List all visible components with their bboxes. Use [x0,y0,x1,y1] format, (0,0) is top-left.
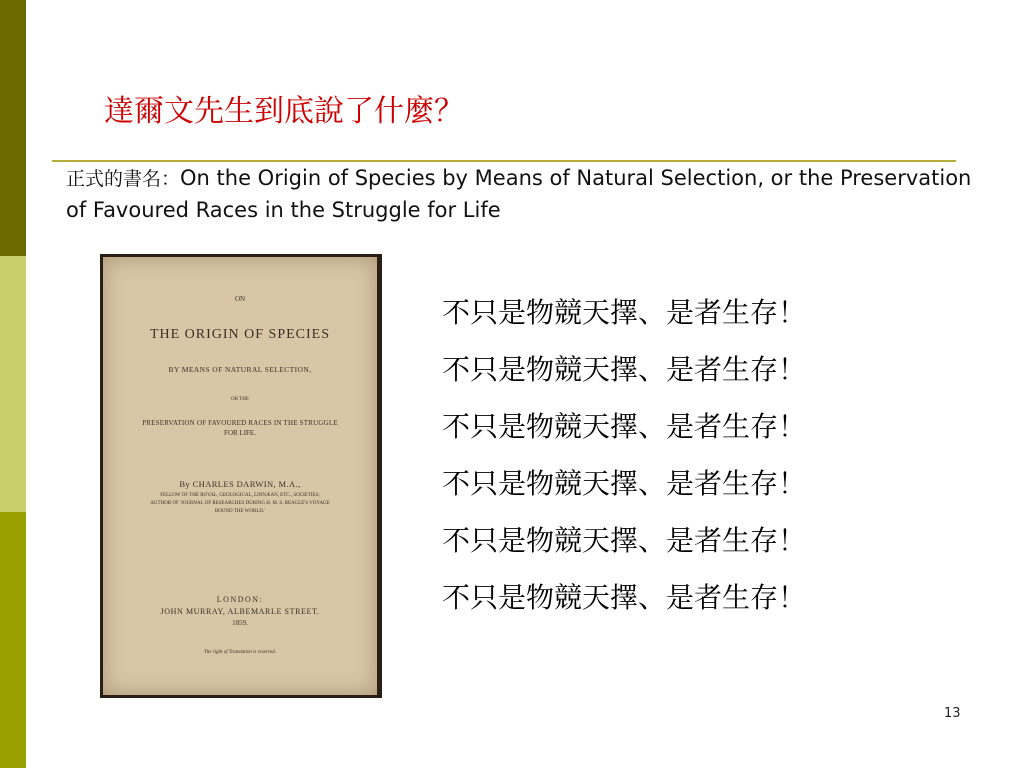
cover-by-means: BY MEANS OF NATURAL SELECTION, [168,365,312,374]
title-page [103,257,377,695]
book-title-label: 正式的書名： [66,168,181,190]
phrase-line: 不只是物競天擇、是者生存！ [442,524,807,557]
book-title-block [66,163,986,226]
phrase-line: 不只是物競天擇、是者生存！ [442,296,807,329]
cover-fellow-3: ROUND THE WORLD.' [214,509,266,514]
phrase-line: 不只是物競天擇、是者生存！ [442,581,807,614]
cover-year: 1859. [232,619,248,627]
left-band-bottom [0,512,26,768]
left-band-middle [0,256,26,512]
phrase-line: 不只是物競天擇、是者生存！ [442,353,807,386]
cover-author: By CHARLES DARWIN, M.A., [179,479,301,489]
cover-fellow-2: AUTHOR OF 'JOURNAL OF RESEARCHES DURING H. M. S. BEAGLE'S VOYAGE [150,501,330,506]
phrase-line: 不只是物競天擇、是者生存！ [442,410,807,443]
cover-preservation-2: FOR LIFE. [224,429,256,437]
cover-city: LONDON: [216,595,264,604]
cover-on: ON [234,295,246,303]
book-title-text: On the Origin of Species by Means of Natural Selection, or the Preservation of Favoured Races in the Struggle for Life [66,166,972,222]
cover-preservation-1: PRESERVATION OF FAVOURED RACES IN THE STRUGGLE [142,419,338,427]
cover-rights: The right of Translation is reserved. [203,650,277,655]
slide-title: 達爾文先生到底說了什麼？ [104,94,464,129]
page-number: 13 [944,706,961,721]
cover-fellow-1: FELLOW OF THE ROYAL, GEOLOGICAL, LINNÆAN, ETC., SOCIETIES; [160,493,320,498]
cover-publisher: JOHN MURRAY, ALBEMARLE STREET. [160,607,320,616]
book-cover-image [100,254,382,698]
title-rule [52,160,956,162]
cover-title: THE ORIGIN OF SPECIES [149,327,331,342]
cover-or: OR THE [231,397,249,402]
phrase-line: 不只是物競天擇、是者生存！ [442,467,807,500]
left-band-top [0,0,26,256]
